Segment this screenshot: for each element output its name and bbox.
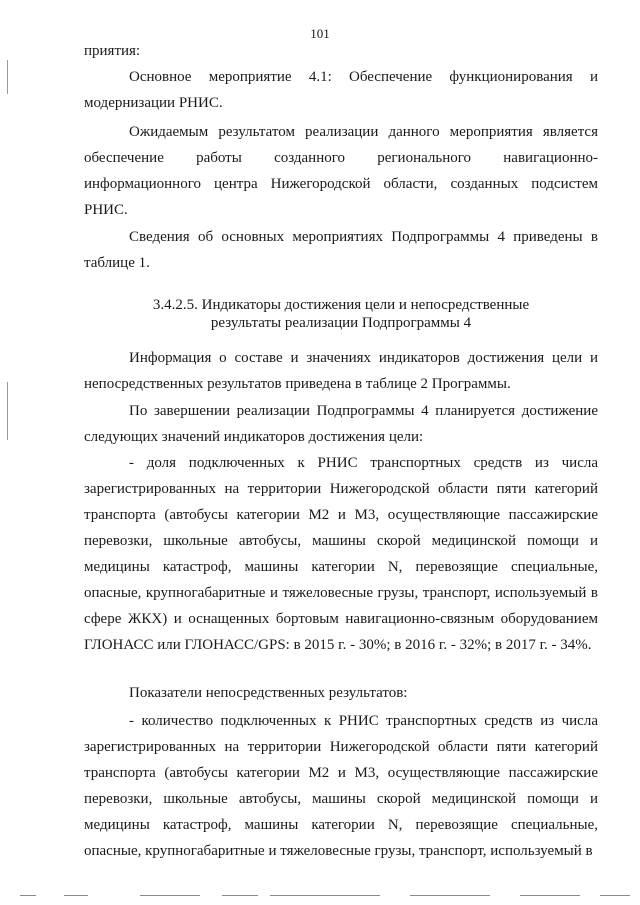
paragraph-expected-result: Ожидаемым результатом реализации данного мероприятия является обеспечение работы созданного регионального навигационно-информационного центра Нижегородской области, созданных подсистем РНИС. [84, 124, 598, 218]
page-number: 101 [310, 26, 330, 41]
paragraph-completion: По завершении реализации Подпрограммы 4 планируется достижение следующих значений индикаторов достижения цели: [84, 403, 598, 445]
list-item-share-indicator: - доля подключенных к РНИС транспортных средств из числа зарегистрированных на территории Нижегородской области пяти категорий транспорта (автобусы категории М2 и М3, осуществляющие пассажирские перевозки, школьные автобусы, машины скорой медицинской помощи и медицины катастроф, машины категории N, перевозящие специальные, опасные, крупногабаритные и тяжеловесные грузы, транспорт, используемый в сфере ЖКХ) и оснащенных бортовым навигационно-связным оборудованием ГЛОНАСС или ГЛОНАСС/GPS: в 2015 г. - 30%; в 2016 г. - 32%; в 2017 г. - 34%. [84, 455, 598, 653]
scan-bottom-edge [0, 893, 640, 899]
list-item-count-indicator: - количество подключенных к РНИС транспортных средств из числа зарегистрированных на территории Нижегородской области пяти категорий транспорта (автобусы категории М2 и М3, осуществляющие пассажирские перевозки, школьные автобусы, машины скорой медицинской помощи и медицины катастроф, машины категории N, перевозящие специальные, опасные, крупногабаритные и тяжеловесные грузы, транспорт, используемый в [84, 713, 598, 859]
paragraph-main-activity: Основное мероприятие 4.1: Обеспечение функционирования и модернизации РНИС. [84, 69, 598, 111]
paragraph-continuation: приятия: [84, 43, 141, 59]
section-heading-line-2: результаты реализации Подпрограммы 4 [210, 315, 472, 331]
paragraph-indicators-info: Информация о составе и значениях индикаторов достижения цели и непосредственных результатов приведена в таблице 2 Программы. [84, 350, 598, 392]
scan-margin-mark [7, 382, 8, 440]
paragraph-activities-info: Сведения об основных мероприятиях Подпрограммы 4 приведены в таблице 1. [84, 229, 598, 271]
section-heading-line-1: 3.4.2.5. Индикаторы достижения цели и непосредственные [152, 297, 530, 313]
section-heading [84, 296, 598, 332]
scan-margin-mark [7, 60, 8, 94]
paragraph-results-heading: Показатели непосредственных результатов: [129, 685, 408, 701]
